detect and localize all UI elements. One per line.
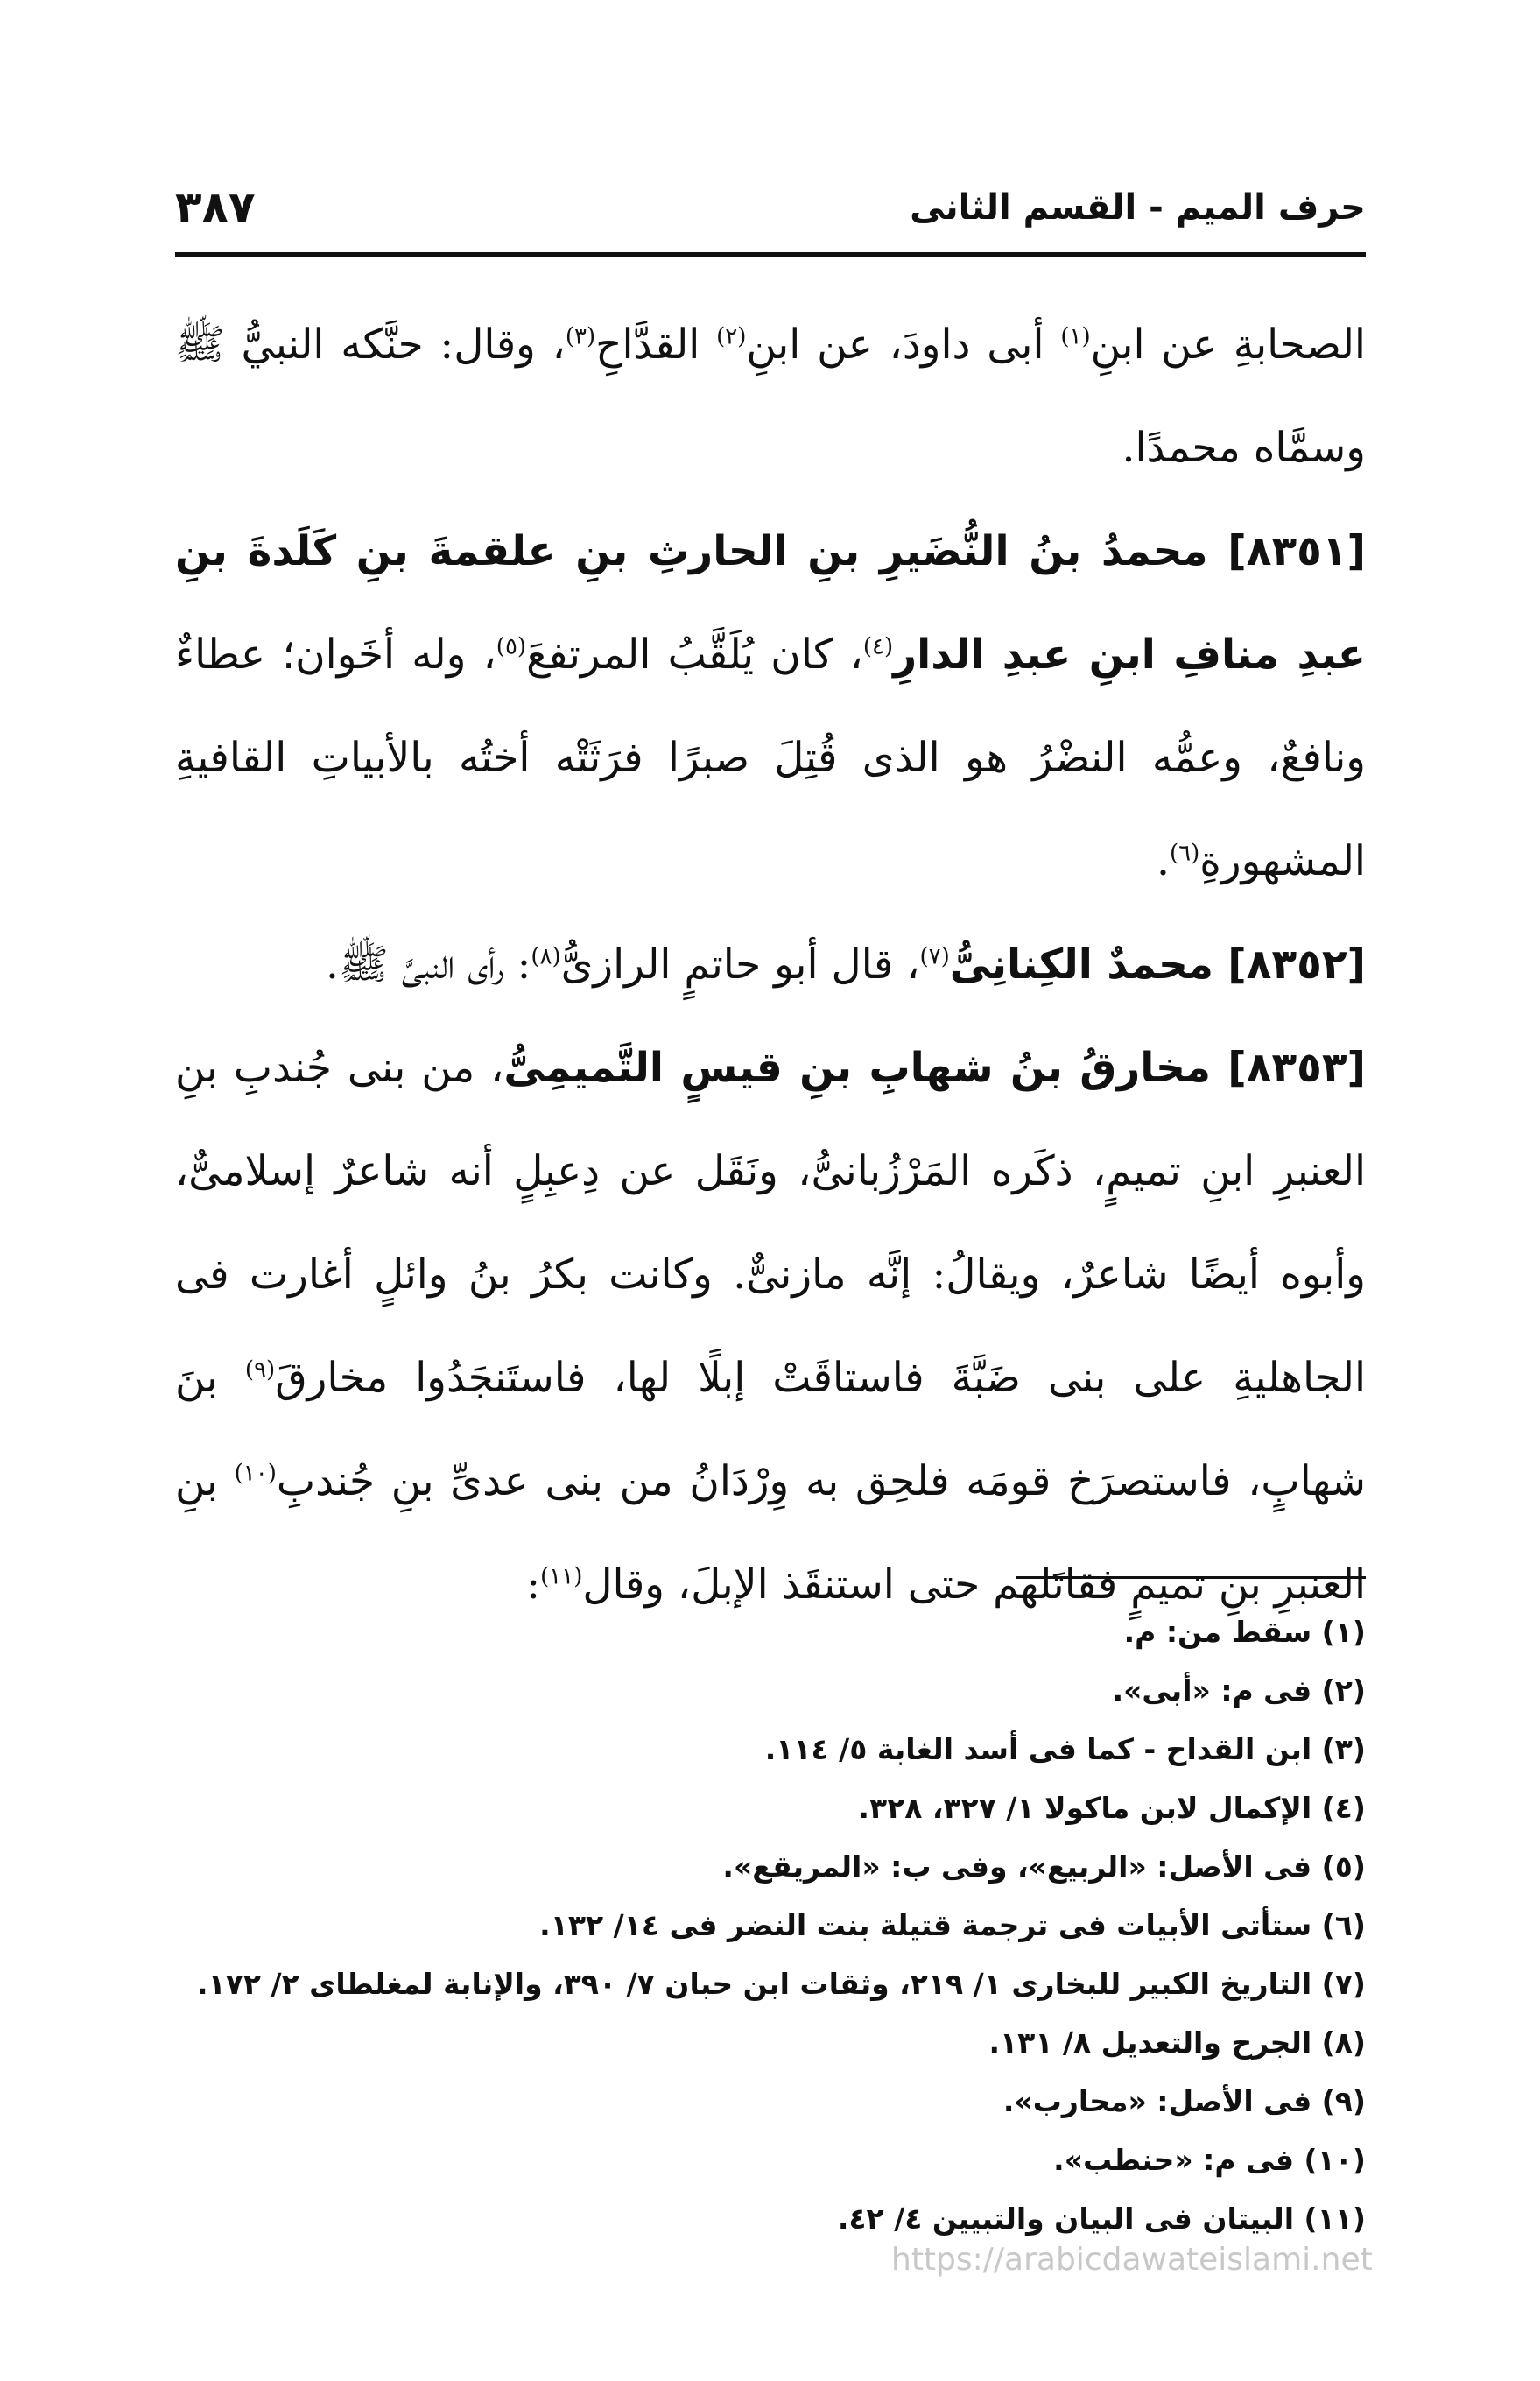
footnote-rule [1016,1576,1366,1579]
entry-8352 [175,913,1366,1017]
footnote-item: (٤) الإكمال لابن ماكولا ١/ ٣٢٧، ٣٢٨. [858,1791,1366,1825]
footnote-ref: (٨) [531,943,561,970]
footnote-item: (٣) ابن القداح - كما فى أسد الغابة ٥/ ١١٤. [764,1732,1366,1766]
footnote-item: (٥) فى الأصل: «الربيع»، وفى ب: «المريقع». [722,1849,1366,1884]
text-run: ، وله أخَوان؛ عطاءٌ ونافعٌ، وعمُّه النضْرُ هو الذى قُتِلَ صبرًا فرَثَتْه أختُه بالأبياتِ القافيةِ المشهورةِ [175,630,1366,885]
entry-name: مخارقُ بنُ شهابِ بنِ قيسٍ التَّميمِىُّ [503,1044,1228,1092]
entry-name: محمدٌ الكِنانِىُّ [949,940,1228,989]
page-header [175,177,1366,238]
entry-8353 [175,1017,1366,1637]
footnotes-list [175,1603,1366,2248]
text-run: أبى داودَ، عن ابنِ [746,321,1061,369]
entry-8351 [175,500,1366,913]
footnote-ref: (٢) [716,323,747,350]
text-run: ، كان يُلَقَّبُ المرتفعَ [526,630,863,679]
text-run: ، قال أبو حاتمٍ الرازىُّ [560,940,920,989]
text-run: بنِ العنبرِ بنِ تميمٍ فقاتَلهم حتى استنقَذ الإبلَ، وقال [175,1457,1366,1609]
text-run: الصحابةِ عن ابنِ [1090,321,1366,369]
footnote-ref: (٣) [565,323,596,350]
entry-number: [٨٣٥١] [1227,527,1366,575]
book-page [175,140,1366,2329]
footnote-ref: (١١) [540,1563,583,1590]
footnote-item: (١١) البيتان فى البيان والتبيين ٤/ ٤٢. [837,2201,1366,2236]
footnote-ref: (٤) [862,633,894,660]
footnote-item: (٢) فى م: «أبى». [1112,1673,1366,1708]
footnote-item: (١٠) فى م: «حنطب». [1053,2143,1366,2177]
text-run: : [526,1560,541,1609]
header-rule [175,252,1366,257]
footnote-ref: (٥) [496,633,527,660]
text-run: بنَ شهابٍ، فاستصرَخ قومَه فلحِق به وِرْدَانُ من بنى عدىِّ بنِ جُندبِ [175,1354,1366,1505]
footnote-item: (٨) الجرح والتعديل ٨/ ١٣١. [988,2025,1366,2060]
footnote-ref: (١٠) [234,1460,277,1487]
footnote-item: (٧) التاريخ الكبير للبخارى ١/ ٢١٩، وثقات ابن حبان ٧/ ٣٩٠، والإنابة لمغلطاى ٢/ ١٧٢. [196,1967,1366,2001]
entry-number: [٨٣٥٢] [1227,940,1366,989]
text-run: ، من بنى جُندبِ بنِ العنبرِ ابنِ تميمٍ، ذكَره المَرْزُبانىُّ، ونَقَل عن دِعبِلٍ أنه شاعرٌ إسلامىٌّ، وأبوه أيضًا شاعرٌ، ويقالُ: إنَّه مازنىٌّ. وكانت بكرُ بنُ وائلٍ أغارت فى الجاهليةِ على بنى ضَبَّةَ فاستاقَتْ إبلًا لها، فاستَنجَدُوا مخارقَ [175,1044,1366,1402]
footnote-ref: (٦) [1169,840,1200,867]
footnote-item: (٦) ستأتى الأبيات فى ترجمة قتيلة بنت النضر فى ١٤/ ١٣٢. [539,1908,1366,1942]
text-run: : رأى النبىَّ ﷺ. [326,940,531,989]
running-title: حرف الميم - القسم الثانى [910,187,1366,228]
footnote-ref: (٩) [244,1356,276,1384]
footnote-item: (١) سقط من: م. [1123,1615,1366,1649]
text-run: ، وقال: حنَّكه النبيُّ ﷺ وسمَّاه محمدًا. [175,321,1366,472]
footnote-ref: (١) [1060,323,1091,350]
text-run: القدَّاحِ [595,321,717,369]
body-text [175,293,1366,1637]
page-number: ٣٨٧ [175,182,256,233]
entry-name: محمدُ بنُ النُّضَيرِ بنِ الحارثِ بنِ علقمةَ بنِ كَلَدةَ بنِ عبدِ منافِ ابنِ عبدِ الدارِ [175,527,1366,679]
watermark-url: https://arabicdawateislami.net [891,2242,1373,2278]
footnote-item: (٩) فى الأصل: «محارب». [1002,2084,1366,2118]
footnote-ref: (٧) [919,943,950,970]
paragraph-continuation [175,293,1366,500]
text-run: . [1157,837,1170,885]
entry-number: [٨٣٥٣] [1227,1044,1367,1092]
